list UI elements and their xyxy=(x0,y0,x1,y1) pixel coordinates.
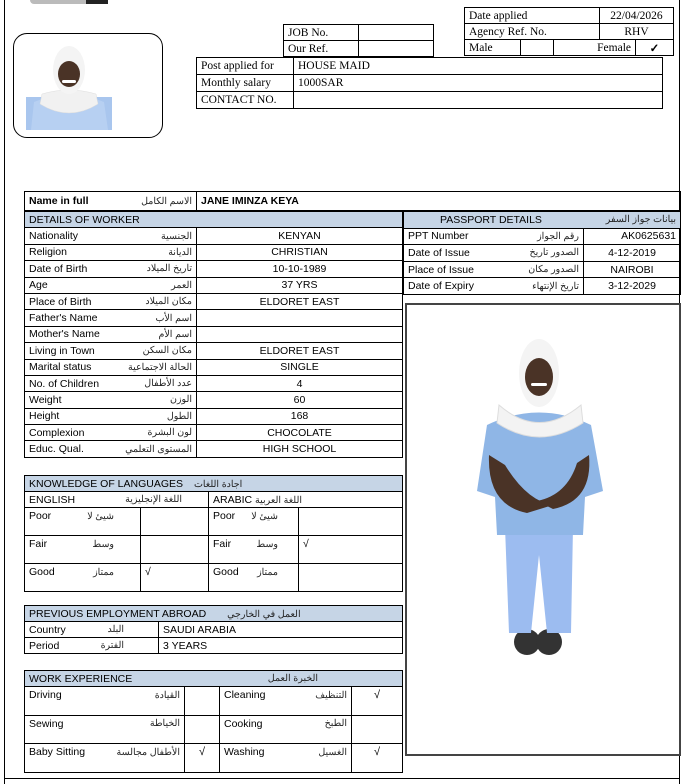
detail-label-ar: مكان الميلاد xyxy=(145,296,192,308)
portrait-image xyxy=(26,42,112,130)
skill-label-ar: الأطفال مجالسة xyxy=(116,746,180,758)
detail-value: 4 xyxy=(197,375,403,391)
detail-value xyxy=(197,326,403,342)
level-label-ar: وسط xyxy=(92,538,114,550)
period-value: 3 YEARS xyxy=(159,638,403,654)
detail-label-ar: الطول xyxy=(166,410,192,422)
detail-label-ar: تاريخ الميلاد xyxy=(146,263,192,275)
detail-label-ar: المستوى التعلمي xyxy=(125,443,192,455)
our-ref-label: Our Ref. xyxy=(284,41,359,57)
name-label: Name in full xyxy=(29,195,89,207)
detail-label-ar: اسم الأب xyxy=(155,312,192,324)
detail-label: Height xyxy=(29,410,60,423)
work-row-driving-cleaning xyxy=(25,687,403,716)
sewing-check[interactable] xyxy=(185,715,220,744)
passport-label: PPT Number xyxy=(408,230,469,243)
detail-label: Date of Birth xyxy=(29,262,88,275)
details-row-dob xyxy=(25,261,403,277)
details-row-living-town xyxy=(25,343,403,359)
skill-label-ar: التنظيف xyxy=(315,689,347,701)
detail-value: 37 YRS xyxy=(197,277,403,293)
details-section-title: DETAILS OF WORKER xyxy=(25,212,403,228)
detail-label: Educ. Qual. xyxy=(29,443,84,456)
skill-label-ar: الخياطة xyxy=(149,718,180,729)
level-label: Poor xyxy=(29,510,52,522)
skill-label-ar: الطبخ xyxy=(324,718,347,729)
work-row-sewing-cooking xyxy=(25,715,403,744)
washing-check[interactable]: √ xyxy=(352,744,403,773)
passport-label-ar: رقم الجواز xyxy=(537,230,579,242)
job-no-label: JOB No. xyxy=(284,25,359,41)
detail-value: ELDORET EAST xyxy=(197,293,403,309)
application-info-table xyxy=(464,7,674,56)
skill-label: Sewing xyxy=(29,717,64,730)
arabic-poor-check[interactable] xyxy=(299,508,403,536)
english-good-check[interactable]: √ xyxy=(141,564,209,592)
skill-label: Cleaning xyxy=(224,689,266,701)
details-row-mother xyxy=(25,326,403,342)
detail-label: Weight xyxy=(29,393,62,406)
our-ref-value[interactable] xyxy=(359,41,434,57)
detail-label: Religion xyxy=(29,246,67,259)
worker-details-table xyxy=(24,211,403,458)
passport-details-table xyxy=(403,211,681,295)
contact-label: CONTACT NO. xyxy=(197,92,294,109)
passport-value: NAIROBI xyxy=(584,261,681,278)
post-applied-value: HOUSE MAID xyxy=(294,58,663,75)
level-label-ar: شيئ لا xyxy=(251,510,278,522)
page-border-left xyxy=(4,0,5,784)
detail-label-ar: مكان السكن xyxy=(142,345,192,357)
level-label: Poor xyxy=(213,510,236,522)
skill-label: Baby Sitting xyxy=(29,746,86,758)
english-label: ENGLISH xyxy=(29,493,76,506)
detail-label-ar: الجنسية xyxy=(161,230,192,242)
detail-value: SINGLE xyxy=(197,359,403,375)
detail-value: CHOCOLATE xyxy=(197,425,403,441)
passport-label-ar: الصدور مكان xyxy=(528,264,579,276)
detail-label-ar: الديانة xyxy=(168,246,192,258)
male-checkbox[interactable] xyxy=(521,40,554,56)
skill-label: Washing xyxy=(224,746,265,758)
full-body-image xyxy=(407,305,679,754)
details-row-marital xyxy=(25,359,403,375)
agency-logo-mark xyxy=(86,0,108,4)
passport-label-ar: تاريخ الإنتهاء xyxy=(532,280,579,292)
previous-employment-table xyxy=(24,605,403,654)
employment-section-title: PREVIOUS EMPLOYMENT ABROAD xyxy=(29,607,207,620)
level-label: Good xyxy=(29,566,55,578)
name-label-ar: الاسم الكامل xyxy=(141,195,192,207)
detail-label: Marital status xyxy=(29,361,92,374)
detail-value: 168 xyxy=(197,408,403,424)
passport-value: 4-12-2019 xyxy=(584,245,681,262)
date-applied-value: 22/04/2026 xyxy=(600,8,674,24)
languages-section-title-ar: اجادة اللغات xyxy=(193,478,243,490)
detail-label: Living in Town xyxy=(29,344,95,357)
level-label: Fair xyxy=(29,538,48,550)
period-label-ar: الفترة xyxy=(100,640,124,651)
passport-label: Place of Issue xyxy=(408,263,474,276)
employment-row-period xyxy=(25,638,403,654)
passport-row-issue-place xyxy=(404,261,681,278)
country-label-ar: البلد xyxy=(107,624,124,635)
post-table xyxy=(196,57,663,109)
skill-label: Driving xyxy=(29,689,62,701)
passport-section-title: PASSPORT DETAILS xyxy=(440,213,542,226)
work-experience-table xyxy=(24,670,403,773)
work-section-title: WORK EXPERIENCE xyxy=(29,672,133,685)
details-row-children xyxy=(25,375,403,391)
details-row-nationality xyxy=(25,228,403,244)
level-label-ar: ممتاز xyxy=(257,566,278,578)
passport-label-ar: الصدور تاريخ xyxy=(529,247,579,259)
passport-value: AK0625631 xyxy=(584,228,681,245)
job-ref-table xyxy=(283,24,434,57)
detail-value: ELDORET EAST xyxy=(197,343,403,359)
female-label: Female xyxy=(554,40,636,56)
arabic-fair-check[interactable]: √ xyxy=(299,536,403,564)
date-applied-label: Date applied xyxy=(465,8,600,24)
male-label: Male xyxy=(465,40,521,56)
details-row-father xyxy=(25,310,403,326)
detail-label: Place of Birth xyxy=(29,295,92,308)
english-fair-check[interactable] xyxy=(141,536,209,564)
detail-label: No. of Children xyxy=(29,377,100,390)
detail-label: Mother's Name xyxy=(29,328,100,341)
passport-label: Date of Expiry xyxy=(408,280,474,293)
work-row-babysitting-washing xyxy=(25,744,403,773)
details-row-religion xyxy=(25,244,403,260)
full-name-table xyxy=(24,191,681,211)
monthly-salary-label: Monthly salary xyxy=(197,75,294,92)
cooking-check[interactable] xyxy=(352,715,403,744)
details-row-education xyxy=(25,441,403,457)
language-level-fair xyxy=(25,536,403,564)
detail-value: 60 xyxy=(197,392,403,408)
detail-label-ar: لون البشرة xyxy=(147,427,192,439)
detail-value: CHRISTIAN xyxy=(197,244,403,260)
baby-sitting-check[interactable]: √ xyxy=(185,744,220,773)
full-name-value: JANE IMINZA KEYA xyxy=(197,192,681,211)
details-row-height xyxy=(25,408,403,424)
detail-value: HIGH SCHOOL xyxy=(197,441,403,457)
arabic-label-ar: اللغة العربية xyxy=(255,494,302,506)
details-row-age xyxy=(25,277,403,293)
driving-check[interactable] xyxy=(185,687,220,716)
arabic-label: ARABIC xyxy=(213,493,253,506)
job-no-value[interactable] xyxy=(359,25,434,41)
cleaning-check[interactable]: √ xyxy=(352,687,403,716)
detail-label-ar: العمر xyxy=(171,279,192,291)
post-applied-label: Post applied for xyxy=(197,58,294,75)
language-level-good xyxy=(25,564,403,592)
english-poor-check[interactable] xyxy=(141,508,209,536)
details-row-complexion xyxy=(25,425,403,441)
details-row-place-of-birth xyxy=(25,293,403,309)
detail-value xyxy=(197,310,403,326)
detail-label: Father's Name xyxy=(29,312,98,325)
languages-section-title: KNOWLEDGE OF LANGUAGES xyxy=(29,477,184,490)
employment-section-title-ar: العمل في الخارجي xyxy=(227,608,301,620)
agency-ref-value: RHV xyxy=(600,24,674,40)
female-checkbox[interactable]: ✓ xyxy=(636,40,674,56)
english-label-ar: اللغة الإنجليزية xyxy=(125,494,182,505)
passport-value: 3-12-2029 xyxy=(584,278,681,295)
country-label: Country xyxy=(29,623,66,636)
work-section-title-ar: الخبرة العمل xyxy=(267,673,318,684)
period-label: Period xyxy=(29,639,60,652)
detail-value: KENYAN xyxy=(197,228,403,244)
level-label-ar: ممتاز xyxy=(93,566,114,578)
passport-section-title-ar: بيانات جواز السفر xyxy=(605,214,676,226)
monthly-salary-value: 1000SAR xyxy=(294,75,663,92)
level-label: Fair xyxy=(213,538,232,550)
full-body-photo xyxy=(405,303,681,756)
passport-row-expiry xyxy=(404,278,681,295)
detail-label: Complexion xyxy=(29,426,85,439)
contact-value xyxy=(294,92,663,109)
level-label-ar: شيئ لا xyxy=(87,510,114,522)
skill-label-ar: الغسيل xyxy=(318,746,347,758)
detail-label-ar: عدد الأطفال xyxy=(144,378,192,390)
passport-label: Date of Issue xyxy=(408,246,470,259)
page-border-bottom xyxy=(4,778,680,779)
detail-label: Age xyxy=(29,279,48,292)
detail-label-ar: اسم الأم xyxy=(158,328,192,340)
detail-label-ar: الحالة الاجتماعية xyxy=(128,361,192,373)
passport-row-issue-date xyxy=(404,245,681,262)
agency-logo xyxy=(30,0,90,4)
details-row-weight xyxy=(25,392,403,408)
level-label-ar: وسط xyxy=(256,538,278,550)
detail-label: Nationality xyxy=(29,230,79,243)
country-value: SAUDI ARABIA xyxy=(159,622,403,638)
passport-row-number xyxy=(404,228,681,245)
level-label: Good xyxy=(213,566,239,578)
language-level-poor xyxy=(25,508,403,536)
detail-value: 10-10-1989 xyxy=(197,261,403,277)
portrait-photo xyxy=(13,33,163,138)
skill-label-ar: القيادة xyxy=(154,689,180,701)
agency-ref-label: Agency Ref. No. xyxy=(465,24,600,40)
skill-label: Cooking xyxy=(224,717,263,730)
employment-row-country xyxy=(25,622,403,638)
arabic-good-check[interactable] xyxy=(299,564,403,592)
languages-table xyxy=(24,475,403,592)
detail-label-ar: الوزن xyxy=(169,394,192,406)
